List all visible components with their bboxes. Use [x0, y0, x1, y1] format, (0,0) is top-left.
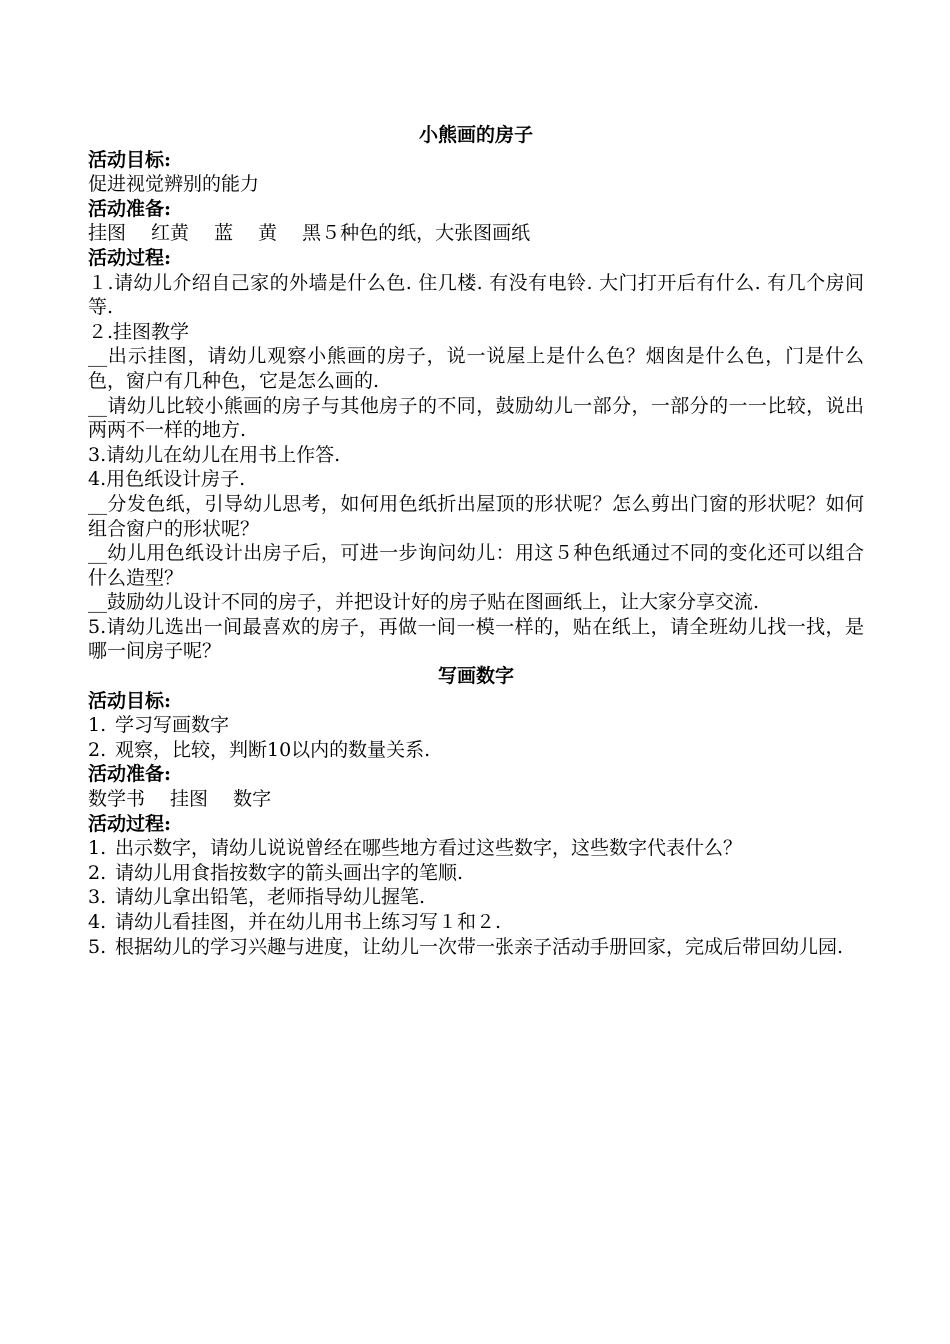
process-paragraph: __幼儿用色纸设计出房子后，可进一步询问幼儿：用这５种色纸通过不同的变化还可以组合什么造型？	[88, 542, 864, 589]
list-number: 4.	[88, 911, 107, 933]
section2-prep: 数学书 挂图 数字	[88, 788, 272, 811]
list-number: 1.	[88, 714, 107, 737]
section1-prep: 挂图 红黄 蓝 黄 黑５种色的纸，大张图画纸	[88, 222, 531, 245]
section1-goal-heading: 活动目标:	[88, 148, 172, 171]
section2-goals	[88, 713, 864, 762]
list-number: 5.	[88, 935, 107, 958]
document-page	[88, 123, 864, 959]
list-item	[88, 738, 864, 763]
list-text: 学习写画数字	[115, 714, 230, 737]
process-paragraph: 3.请幼儿在幼儿在用书上作答.	[88, 443, 341, 466]
list-number: 2.	[88, 738, 107, 761]
list-number: 2.	[88, 861, 107, 884]
section1-process	[88, 271, 864, 665]
section2-goal-heading: 活动目标:	[88, 689, 172, 712]
list-item	[88, 935, 864, 960]
section1-prep-heading: 活动准备:	[88, 197, 172, 220]
list-item	[88, 861, 864, 886]
process-paragraph: １.请幼儿介绍自己家的外墙是什么色. 住几楼. 有没有电铃. 大门打开后有什么. 有几个房间等.	[88, 271, 864, 319]
process-paragraph: ２.挂图教学	[88, 320, 190, 343]
process-paragraph: __请幼儿比较小熊画的房子与其他房子的不同，鼓励幼儿一部分，一部分的一一比较，说出两两不一样的地方.	[88, 394, 864, 442]
list-text: 根据幼儿的学习兴趣与进度，让幼儿一次带一张亲子活动手册回家，完成后带回幼儿园.	[115, 935, 844, 958]
list-item	[88, 713, 864, 738]
list-item	[88, 836, 864, 861]
section1-title: 小熊画的房子	[418, 124, 533, 146]
section2-process-heading: 活动过程:	[88, 812, 172, 835]
section2-process	[88, 836, 864, 959]
list-text: 观察，比较，判断10以内的数量关系.	[115, 738, 431, 761]
process-paragraph: 5.请幼儿选出一间最喜欢的房子，再做一间一模一样的，贴在纸上，请全班幼儿找一找，是哪一间房子呢？	[88, 615, 864, 663]
process-paragraph: __鼓励幼儿设计不同的房子，并把设计好的房子贴在图画纸上，让大家分享交流.	[88, 591, 760, 614]
list-text: 请幼儿用食指按数字的箭头画出字的笔顺.	[115, 861, 464, 884]
process-paragraph: __出示挂图，请幼儿观察小熊画的房子，说一说屋上是什么色？烟囱是什么色，门是什么色，窗户有几种色，它是怎么画的.	[88, 345, 864, 392]
list-text: 请幼儿看挂图，并在幼儿用书上练习写１和２.	[115, 911, 502, 933]
list-text: 出示数字，请幼儿说说曾经在哪些地方看过这些数字，这些数字代表什么？	[115, 837, 743, 860]
list-number: 1.	[88, 837, 107, 860]
list-item	[88, 885, 864, 910]
section1-process-heading: 活动过程:	[88, 246, 172, 269]
process-paragraph: 4.用色纸设计房子.	[88, 468, 246, 491]
list-text: 请幼儿拿出铅笔，老师指导幼儿握笔.	[115, 886, 426, 909]
section1-goal: 促进视觉辨别的能力	[88, 173, 260, 196]
section2-prep-heading: 活动准备:	[88, 763, 172, 786]
list-item	[88, 910, 864, 935]
list-number: 3.	[88, 886, 107, 909]
section2-title: 写画数字	[437, 665, 514, 688]
process-paragraph: __分发色纸，引导幼儿思考，如何用色纸折出屋顶的形状呢？怎么剪出门窗的形状呢？如何组合窗户的形状呢？	[88, 492, 864, 540]
